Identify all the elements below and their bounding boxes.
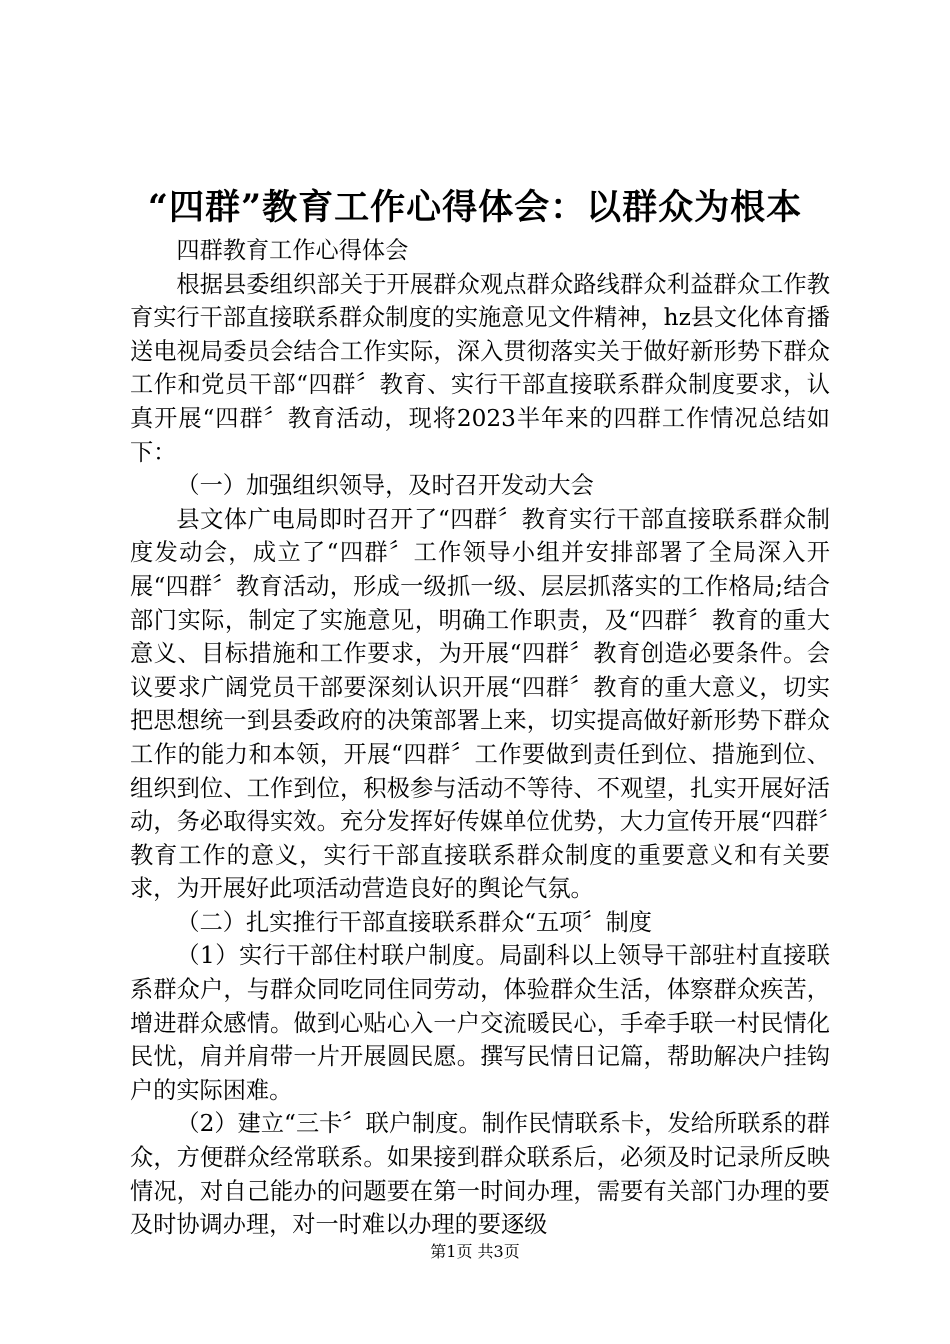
paragraph-section-1: 县文体广电局即时召开了“四群〞教育实行干部直接联系群众制度发动会，成立了“四群〞工作领导小组并安排部署了全局深入开展“四群〞教育活动，形成一级抓一级、层层抓落实的工作格局;结合部门实际，制定了实施意见，明确工作职责，及“四群〞教育的重大意义、目标措施和工作要求，为开展“四群〞教育创造必要条件。会议要求广阔党员干部要深刻认识开展“四群〞教育的重大意义，切实把思想统一到县委政府的决策部署上来，切实提高做好新形势下群众工作的能力和本领，开展“四群〞工作要做到责任到位、措施到位、组织到位、工作到位，积极参与活动不等待、不观望，扎实开展好活动，务必取得实效。充分发挥好传媒单位优势，大力宣传开展“四群〞教育工作的意义，实行干部直接联系群众制度的重要意义和有关要求，为开展好此项活动营造良好的舆论气氛。 [130,505,830,903]
paragraph-intro: 根据县委组织部关于开展群众观点群众路线群众利益群众工作教育实行干部直接联系群众制度的实施意见文件精神，hz县文化体育播送电视局委员会结合工作实际，深入贯彻落实关于做好新形势下群众工作和党员干部“四群〞教育、实行干部直接联系群众制度要求，认真开展“四群〞教育活动，现将2023半年来的四群工作情况总结如下： [130,270,830,466]
paragraph-item-2: （2）建立“三卡〞联户制度。制作民情联系卡，发给所联系的群众，方便群众经常联系。如果接到群众联系后，必须及时记录所反映情况，对自己能办的问题要在第一时间办理，需要有关部门办理的要及时协调办理，对一时难以办理的要逐级 [130,1110,830,1239]
paragraph-subtitle: 四群教育工作心得体会 [176,237,409,264]
document-title: “四群”教育工作心得体会：以群众为根本 [147,187,803,228]
page-number-footer: 第1页 共3页 [430,1242,520,1261]
document-body [130,234,830,1242]
section-heading-1: （一）加强组织领导，及时召开发动大会 [176,472,594,500]
section-heading-2: （二）扎实推行干部直接联系群众“五项〞制度 [176,908,652,936]
paragraph-item-1: （1）实行干部住村联户制度。局副科以上领导干部驻村直接联系群众户，与群众同吃同住同劳动，体验群众生活，体察群众疾苦，增进群众感情。做到心贴心入一户交流暖民心，手牵手联一村民情化民忧，肩并肩带一片开展圆民愿。撰写民情日记篇，帮助解决户挂钩户的实际困难。 [130,942,830,1104]
